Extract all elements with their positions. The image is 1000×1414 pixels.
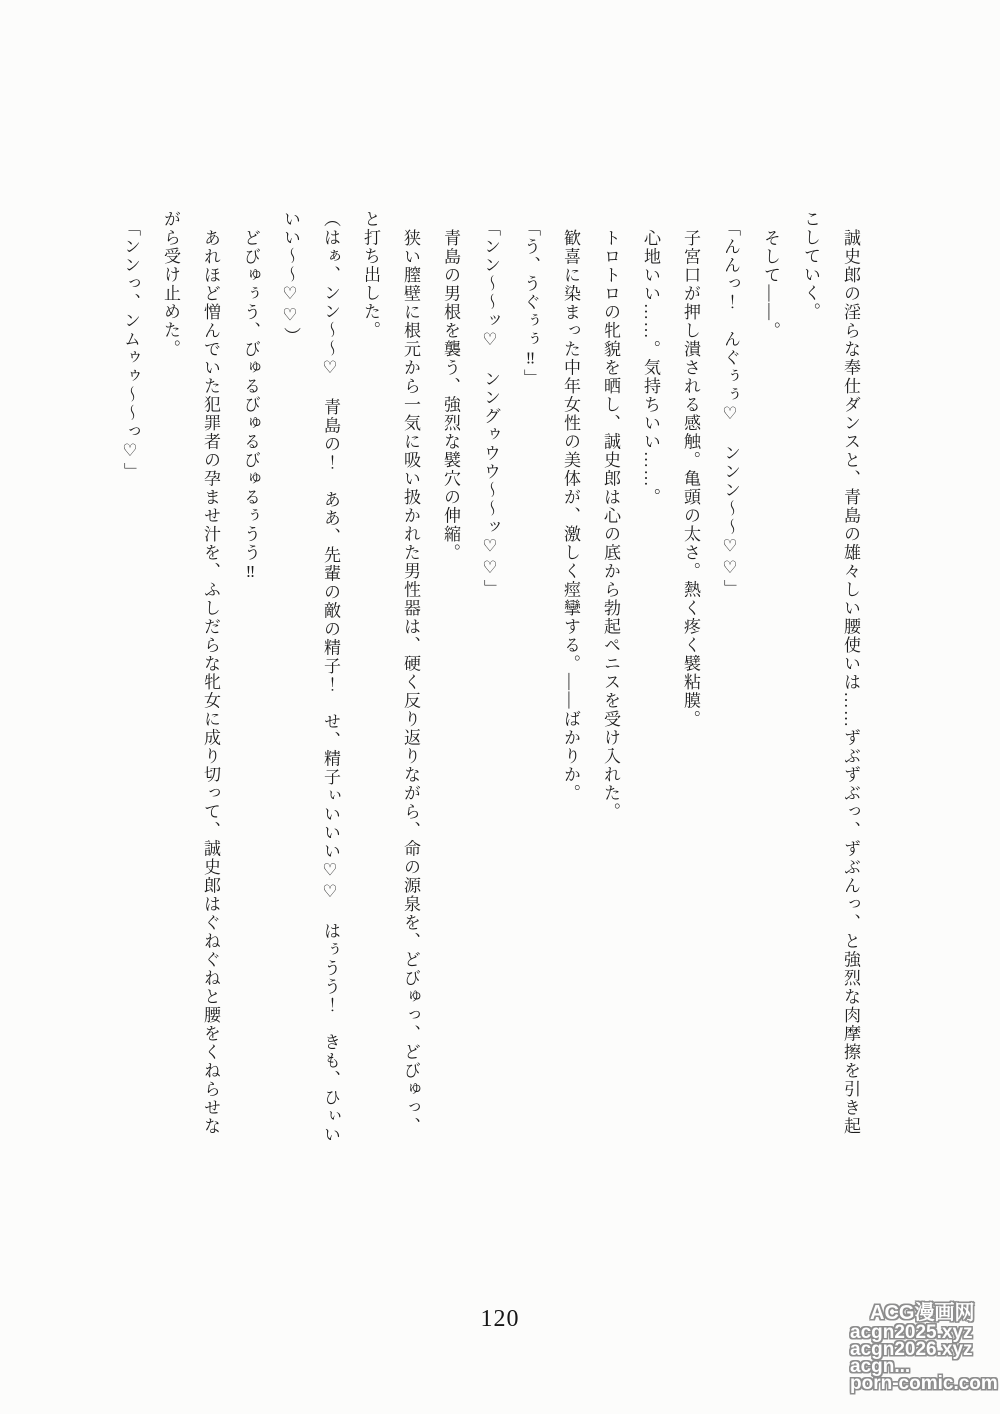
vertical-text-columns [110,210,870,1160]
text-column: （はぁ、ンン～～♡ 青島の！ ああ、先輩の敵の精子！ せ、精子ぃいいい♡♡ はぅうう！ きも、ひぃい [321,210,340,1144]
page-number: 120 [480,1306,520,1332]
text-column: あれほど憎んでいた犯罪者の孕ませ汁を、ふしだらな牝女に成り切って、誠史郎はぐねぐねと腰をくねらせな [201,229,220,1136]
watermark-title: ACG漫画网 [870,1302,975,1324]
text-column: 「ンンっ、ンムゥゥ～～っ♡」 [121,219,140,481]
watermark-url: acgn2025.xyz [850,1322,973,1343]
watermark [850,1302,998,1394]
text-column: いい～～♡♡） [281,210,300,346]
text-column: と打ち出した。 [361,210,380,340]
text-column: どびゅぅう、びゅるびゅるびゅるぅうう‼ [241,229,260,583]
text-column: 「んんっ！ んぐぅぅ♡ ンンン～～♡♡」 [721,219,740,598]
text-column: 「う、うぐぅぅ‼」 [521,219,540,388]
text-column: そして――。 [761,229,780,340]
text-column: 「ンン～～ッ♡ ンングゥウウ～～ッ♡♡」 [481,219,500,598]
text-column: トロトロの牝貌を晒し、誠史郎は心の底から勃起ペニスを受け入れた。 [601,229,620,821]
text-column: こしていく。 [801,210,820,321]
watermark-url: acgn2026.xyz [850,1339,973,1360]
text-column: 歓喜に染まった中年女性の美体が、激しく痙攣する。――ばかりか。 [561,229,580,803]
watermark-url: acgn... [850,1356,911,1377]
text-column: 子宮口が押し潰される感触。亀頭の太さ。熱く疼く襞粘膜。 [681,229,700,729]
text-column: がら受け止めた。 [161,210,180,358]
text-column: 狭い膣壁に根元から一気に吸い扱かれた男性器は、硬く反り返りながら、命の源泉を、どびゅっ、どびゅっ、 [401,229,420,1136]
text-column: 青島の男根を襲う、強烈な襞穴の伸縮。 [441,229,460,562]
watermark-url: porn-comic.com [850,1373,998,1394]
text-column: 心地いい……。気持ちいい……。 [641,229,660,507]
text-column: 誠史郎の淫らな奉仕ダンスと、青島の雄々しい腰使いは……ずぶずぶっ、ずぶんっ、と強烈な肉摩擦を引き起 [841,229,860,1136]
